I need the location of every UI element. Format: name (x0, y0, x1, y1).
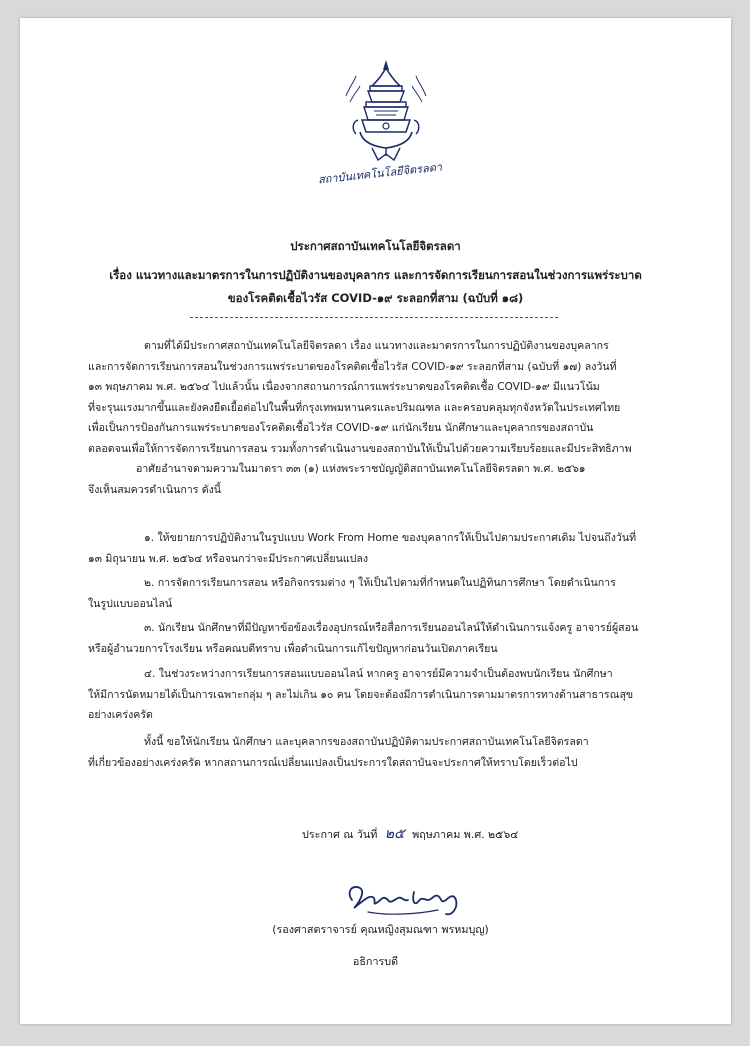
announcement-heading: ประกาศสถาบันเทคโนโลยีจิตรลดา (290, 239, 461, 253)
item-4 (88, 664, 633, 726)
date-suffix: พฤษภาคม พ.ศ. ๒๕๖๔ (412, 828, 519, 841)
subject-line-1: เรื่อง แนวทางและมาตรการในการปฏิบัติงานของบุคลากร และการจัดการเรียนการสอนในช่วงการแพร่ระบาด (109, 268, 642, 282)
text-line: ที่เกี่ยวข้องอย่างเคร่งครัด หากสถานการณ์เปลี่ยนแปลงเป็นประการใดสถาบันจะประกาศให้ทราบโดยเร็วต่อไป (88, 756, 578, 769)
date-day-handwritten: ๒๕ (384, 826, 405, 842)
signature-icon (338, 870, 478, 924)
signer-name: (รองศาสตราจารย์ คุณหญิงสุมณฑา พรหมบุญ) (272, 923, 489, 936)
text-line: อาศัยอำนาจตามความในมาตรา ๓๓ (๑) แห่งพระราชบัญญัติสถาบันเทคโนโลยีจิตรลดา พ.ศ. ๒๕๖๑ (136, 463, 586, 475)
text-line: ทั้งนี้ ขอให้นักเรียน นักศึกษา และบุคลากรของสถาบันปฏิบัติตามประกาศสถาบันเทคโนโลยีจิตรลดา (144, 736, 589, 748)
text-line: ๓. นักเรียน นักศึกษาที่มีปัญหาข้อข้องเรื่องอุปกรณ์หรือสื่อการเรียนออนไลน์ให้ดำเนินการแจ้งครู อาจารย์ผู้สอน (144, 622, 639, 634)
closing-paragraph (88, 732, 589, 773)
text-line: เพื่อเป็นการป้องกันการแพร่ระบาดของโรคติดเชื้อไวรัส COVID-๑๙ แก่นักเรียน นักศึกษาและบุคลากรของสถาบัน (88, 422, 594, 434)
document-page (20, 18, 731, 1024)
text-line: ตลอดจนเพื่อให้การจัดการเรียนการสอน รวมทั้งการดำเนินงานของสถาบันให้เป็นไปด้วยความเรียบร้อยและมีประสิทธิภาพ (88, 442, 632, 455)
text-line: จึงเห็นสมควรดำเนินการ ดังนี้ (88, 483, 222, 496)
signer-position: อธิการบดี (352, 955, 399, 968)
text-line: ในรูปแบบออนไลน์ (88, 597, 173, 610)
item-1 (88, 528, 636, 569)
institute-name: สถาบันเทคโนโลยีจิตรลดา (317, 160, 443, 187)
date-prefix: ประกาศ ณ วันที่ (302, 828, 378, 841)
dashed-divider (190, 317, 558, 318)
item-3 (88, 618, 638, 659)
text-line: ที่จะรุนแรงมากขึ้นและยังคงยืดเยื้อต่อไปในพื้นที่กรุงเทพมหานครและปริมณฑล และครอบคลุมทุกจังหวัดในประเทศไทย (88, 401, 621, 414)
text-line: หรือผู้อำนวยการโรงเรียน หรือคณบดีทราบ เพื่อดำเนินการแก้ไขปัญหาก่อนวันเปิดภาคเรียน (88, 642, 498, 655)
item-2 (88, 573, 616, 614)
text-line: และการจัดการเรียนการสอนในช่วงการแพร่ระบาดของโรคติดเชื้อไวรัส COVID-๑๙ ระลอกที่สาม (ฉบับที่ ๑๗) ลงวันที่ (88, 360, 617, 373)
text-line: ๔. ในช่วงระหว่างการเรียนการสอนแบบออนไลน์ หากครู อาจารย์มีความจำเป็นต้องพบนักเรียน นักศึกษา (144, 668, 613, 680)
text-line: ตามที่ได้มีประกาศสถาบันเทคโนโลยีจิตรลดา เรื่อง แนวทางและมาตรการในการปฏิบัติงานของบุคลากร (144, 340, 609, 352)
subject-line-2: ของโรคติดเชื้อไวรัส COVID-๑๙ ระลอกที่สาม (ฉบับที่ ๑๘) (227, 291, 524, 305)
announcement-date (302, 823, 518, 845)
text-line: ๑๓ มิถุนายน พ.ศ. ๒๕๖๔ หรือจนกว่าจะมีประกาศเปลี่ยนแปลง (88, 552, 369, 565)
intro-paragraph (88, 336, 632, 500)
text-line: ให้มีการนัดหมายได้เป็นการเฉพาะกลุ่ม ๆ ละไม่เกิน ๑๐ คน โดยจะต้องมีการดำเนินการตามมาตรการทางด้านสาธารณสุข (88, 688, 634, 701)
text-line: อย่างเคร่งครัด (88, 709, 153, 721)
text-line: ๒. การจัดการเรียนการสอน หรือกิจกรรมต่าง ๆ ให้เป็นไปตามที่กำหนดในปฏิทินการศึกษา โดยดำเนินการ (144, 577, 616, 589)
text-line: ๑๓ พฤษภาคม พ.ศ. ๒๕๖๔ ไปแล้วนั้น เนื่องจากสถานการณ์การแพร่ระบาดของโรคติดเชื้อ COVID-๑๙ มีแนวโน้ม (88, 381, 600, 393)
text-line: ๑. ให้ขยายการปฏิบัติงานในรูปแบบ Work From Home ของบุคลากรให้เป็นไปตามประกาศเดิม ไปจนถึงวันที่ (144, 532, 637, 544)
